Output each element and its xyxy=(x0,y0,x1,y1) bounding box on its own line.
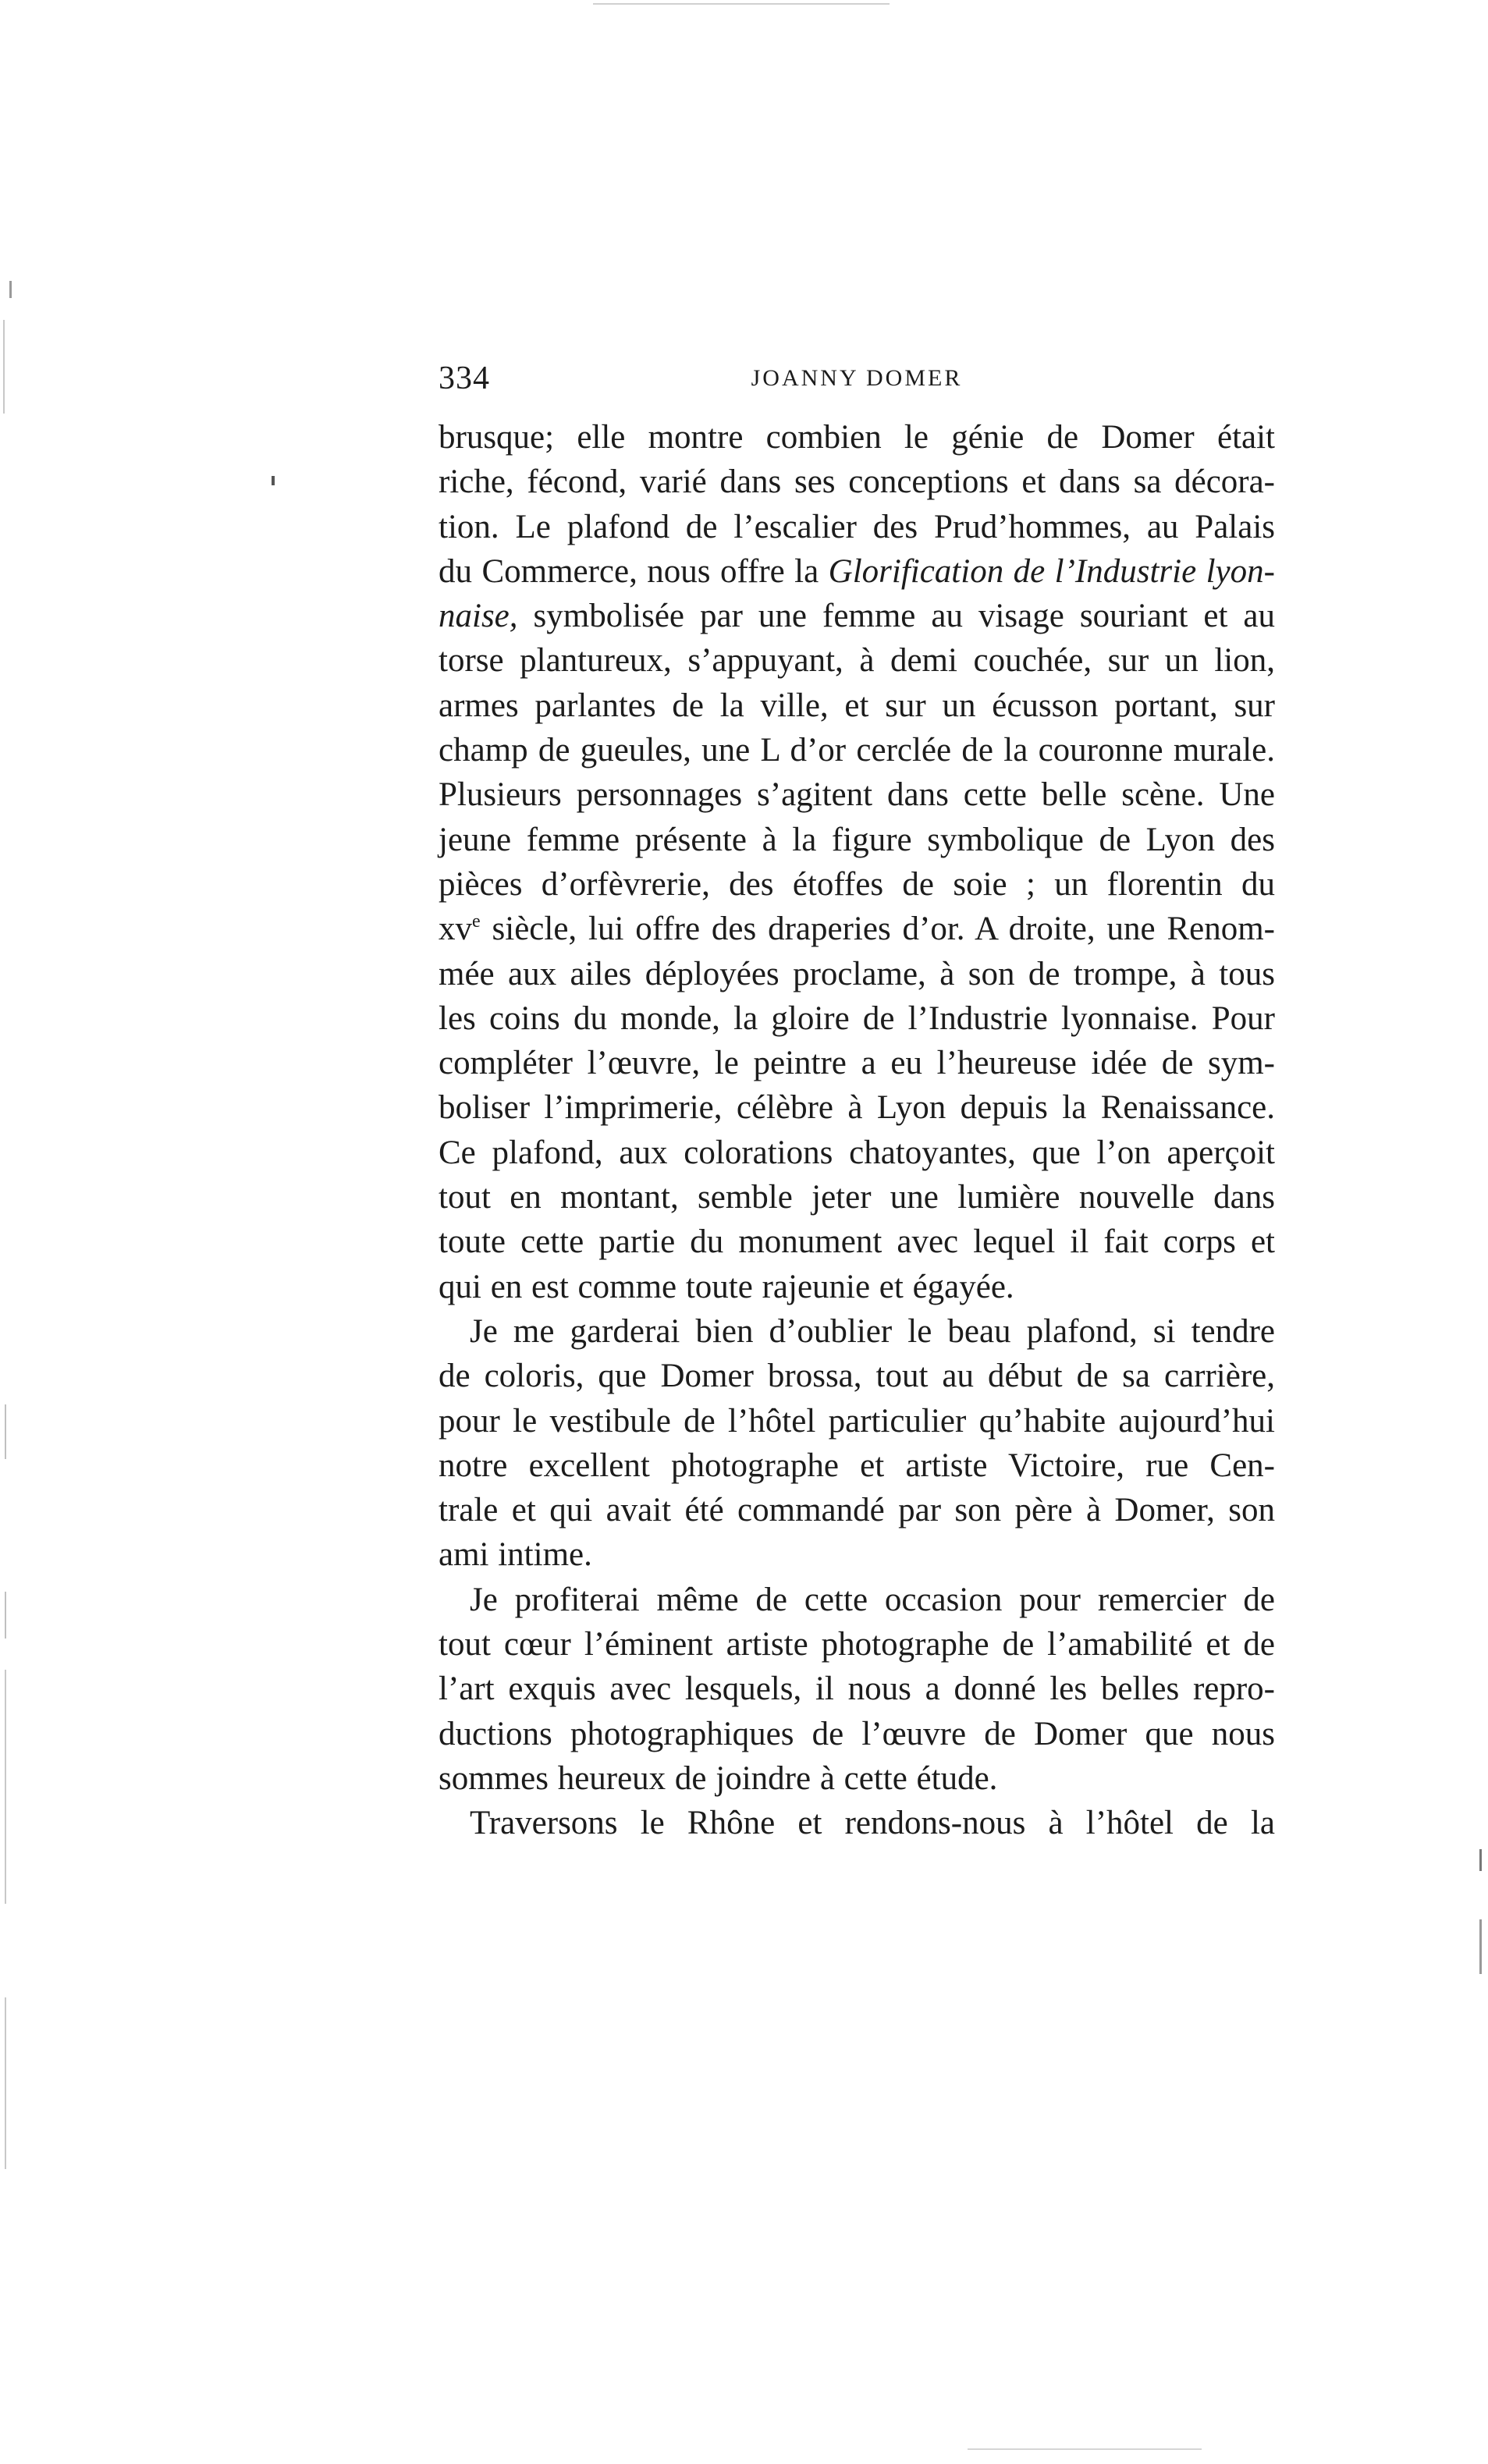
scan-speck xyxy=(5,1670,6,1904)
text-line: tout en montant, semble jeter une lumière nouvelle dans xyxy=(439,1179,1275,1216)
text-line xyxy=(439,594,1275,638)
text-line: boliser l’imprimerie, célèbre à Lyon depuis la Renaissance. xyxy=(439,1089,1275,1127)
text-line: tout cœur l’éminent artiste photographe de l’amabilité et de xyxy=(439,1626,1275,1663)
text-line: jeune femme présente à la figure symbolique de Lyon des xyxy=(439,821,1275,858)
text-segment: du Commerce, nous offre la xyxy=(439,552,829,590)
scan-speck xyxy=(1479,1849,1482,1871)
text-line: armes parlantes de la ville, et sur un écusson portant, sur xyxy=(439,687,1275,724)
text-segment: symbolisée par une femme au visage souriant et au xyxy=(517,598,1275,635)
text-line xyxy=(439,549,1275,594)
text-line: Je profiterai même de cette occasion pour remercier de xyxy=(470,1581,1275,1618)
superscript: e xyxy=(472,911,481,932)
text-line: toute cette partie du monument avec lequel il fait corps et xyxy=(439,1223,1275,1261)
scan-speck xyxy=(1479,1919,1482,1974)
scan-speck xyxy=(968,2448,1202,2450)
text-segment: siècle, lui offre des draperies d’or. A droite, une Renom- xyxy=(480,911,1275,948)
body-text xyxy=(439,415,1275,1846)
scan-speck xyxy=(3,320,5,414)
text-line: Plusieurs personnages s’agitent dans cette belle scène. Une xyxy=(439,776,1275,814)
text-line: champ de gueules, une L d’or cerclée de la couronne murale. xyxy=(439,732,1275,769)
text-line: pour le vestibule de l’hôtel particulier qu’habite aujourd’hui xyxy=(439,1402,1275,1440)
text-line: riche, fécond, varié dans ses conceptions et dans sa décora- xyxy=(439,463,1275,501)
text-line: torse plantureux, s’appuyant, à demi couchée, sur un lion, xyxy=(439,642,1275,680)
text-line xyxy=(439,907,1275,951)
scan-speck xyxy=(5,1997,6,2169)
scan-speck xyxy=(5,1592,6,1639)
text-line: sommes heureux de joindre à cette étude. xyxy=(439,1759,998,1797)
scan-speck xyxy=(593,3,890,5)
text-line: compléter l’œuvre, le peintre a eu l’heureuse idée de sym- xyxy=(439,1045,1275,1082)
text-line: Traversons le Rhône et rendons-nous à l’hôtel de la xyxy=(470,1805,1275,1842)
text-line: tion. Le plafond de l’escalier des Prud’hommes, au Palais xyxy=(439,508,1275,545)
text-line: Ce plafond, aux colorations chatoyantes, que l’on aperçoit xyxy=(439,1134,1275,1171)
text-line: pièces d’orfèvrerie, des étoffes de soie ; un florentin du xyxy=(439,865,1275,903)
text-line: trale et qui avait été commandé par son père à Domer, son xyxy=(439,1492,1275,1529)
text-line: mée aux ailes déployées proclame, à son de trompe, à tous xyxy=(439,955,1275,992)
running-head xyxy=(439,355,1275,402)
text-line: les coins du monde, la gloire de l’Industrie lyonnaise. Pour xyxy=(439,999,1275,1037)
text-segment: xv xyxy=(439,911,472,948)
scan-speck xyxy=(9,281,12,298)
artwork-title-italic: Glorification de l’Industrie lyon- xyxy=(828,552,1275,590)
page-number: 334 xyxy=(439,360,490,396)
scan-speck xyxy=(272,476,275,485)
text-line: ami intime. xyxy=(439,1536,592,1574)
text-line: notre excellent photographe et artiste Victoire, rue Cen- xyxy=(439,1447,1275,1484)
text-line: l’art exquis avec lesquels, il nous a donné les belles repro- xyxy=(439,1670,1275,1708)
text-line: de coloris, que Domer brossa, tout au début de sa carrière, xyxy=(439,1358,1275,1395)
scan-speck xyxy=(5,1404,6,1459)
text-line: brusque; elle montre combien le génie de Domer était xyxy=(439,419,1275,456)
text-line: qui en est comme toute rajeunie et égayée. xyxy=(439,1268,1014,1305)
text-line: Je me garderai bien d’oublier le beau plafond, si tendre xyxy=(470,1312,1275,1350)
running-title: JOANNY DOMER xyxy=(751,365,963,391)
artwork-title-italic: naise, xyxy=(439,598,518,635)
text-line: ductions photographiques de l’œuvre de Domer que nous xyxy=(439,1715,1275,1752)
